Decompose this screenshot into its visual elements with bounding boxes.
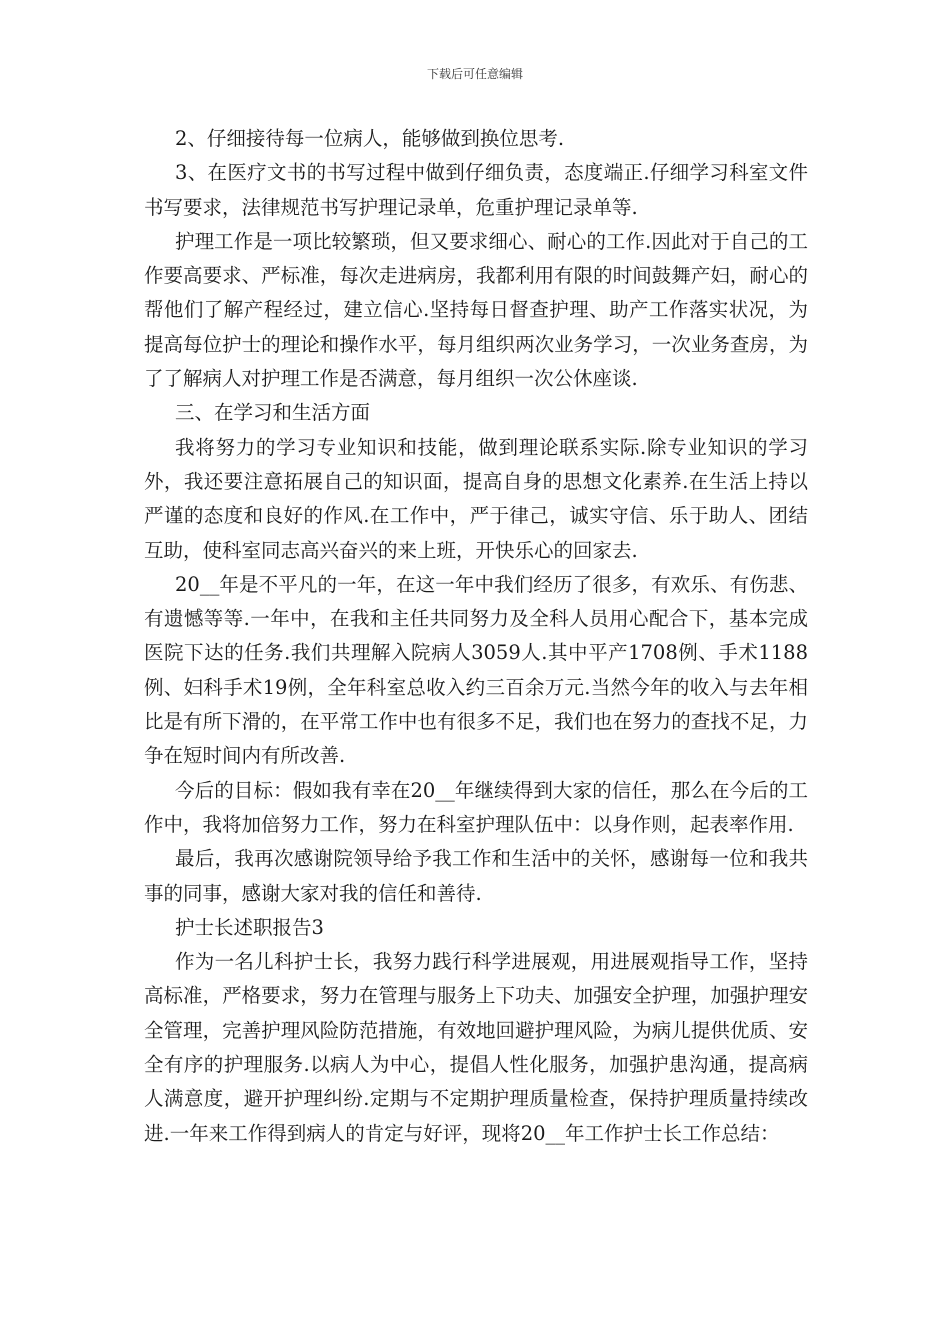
- paragraph-study: 我将努力的学习专业知识和技能，做到理论联系实际.除专业知识的学习外，我还要注意拓展自己的知识面，提高自身的思想文化素养.在生活上持以严谨的态度和良好的作风.在工作中，严于律己，诚实守信、乐于助人、团结互助，使科室同志高兴奋兴的来上班，开快乐心的回家去.: [144, 435, 808, 562]
- page-header: 下载后可任意编辑: [426, 67, 523, 81]
- paragraph-item-3: 3、在医疗文书的书写过程中做到仔细负责，态度端正.仔细学习科室文件书写要求，法律规范书写护理记录单，危重护理记录单等.: [144, 161, 808, 219]
- section-heading-study-life: 三、在学习和生活方面: [175, 401, 371, 425]
- paragraph-nursing-work: 护理工作是一项比较繁琐，但又要求细心、耐心的工作.因此对于自己的工作要高要求、严标准，每次走进病房，我都利用有限的时间鼓舞产妇，耐心的帮他们了解产程经过，建立信心.坚持每日督查护理、助产工作落实状况，为提高每位护士的理论和操作水平，每月组织两次业务学习，一次业务查房，为了了解病人对护理工作是否满意，每月组织一次公休座谈.: [144, 229, 808, 391]
- report-title: 护士长述职报告3: [175, 915, 324, 939]
- paragraph-future-goals: 今后的目标：假如我有幸在20__年继续得到大家的信任，那么在今后的工作中，我将加倍努力工作，努力在科室护理队伍中：以身作则，起表率作用.: [144, 778, 808, 836]
- paragraph-year-summary: 20__年是不平凡的一年，在这一年中我们经历了很多，有欢乐、有伤悲、有遗憾等等.一年中，在我和主任共同努力及全科人员用心配合下，基本完成医院下达的任务.我们共理解入院病人3059人.其中平产1708例、手术1188例、妇科手术19例，全年科室总收入约三百余万元.当然今年的收入与去年相比是有所下滑的，在平常工作中也有很多不足，我们也在努力的查找不足，力争在短时间内有所改善.: [144, 572, 808, 768]
- paragraph-thanks: 最后，我再次感谢院领导给予我工作和生活中的关怀，感谢每一位和我共事的同事，感谢大家对我的信任和善待.: [144, 847, 808, 905]
- paragraph-item-2: 2、仔细接待每一位病人，能够做到换位思考.: [175, 127, 565, 150]
- document-body: [144, 122, 808, 1151]
- paragraph-report-intro: 作为一名儿科护士长，我努力践行科学进展观，用进展观指导工作，坚持高标准，严格要求，努力在管理与服务上下功夫、加强安全护理，加强护理安全管理，完善护理风险防范措施，有效地回避护理风险，为病儿提供优质、安全有序的护理服务.以病人为中心，提倡人性化服务，加强护患沟通，提高病人满意度，避开护理纠纷.定期与不定期护理质量检查，保持护理质量持续改进.一年来工作得到病人的肯定与好评，现将20__年工作护士长工作总结：: [144, 950, 808, 1145]
